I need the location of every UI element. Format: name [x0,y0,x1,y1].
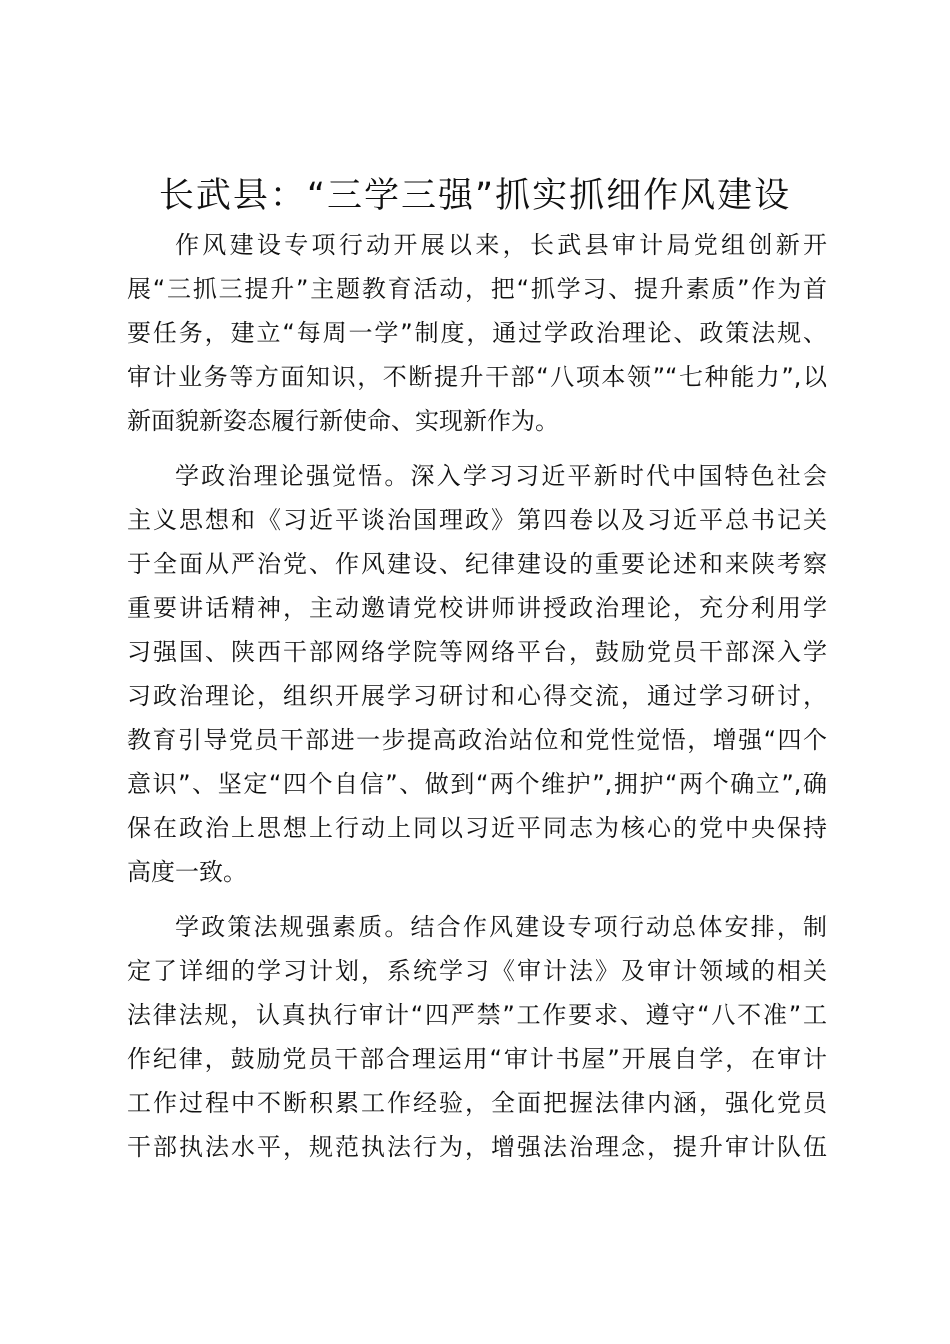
text-line: 学政策法规强素质。结合作风建设专项行动总体安排，制 [175,913,827,941]
document-body [127,223,827,1169]
text-line: 展“三抓三提升”主题教育活动，把“抓学习、提升素质”作为首 [127,275,827,303]
text-line: 意识”、坚定“四个自信”、做到“两个维护”,拥护“两个确立”,确 [127,770,827,798]
text-line: 于全面从严治党、作风建设、纪律建设的重要论述和来陕考察 [127,550,827,578]
text-line: 习强国、陕西干部网络学院等网络平台，鼓励党员干部深入学 [127,638,827,666]
text-line: 新面貌新姿态履行新使命、实现新作为。 [127,407,559,435]
text-line: 工作过程中不断积累工作经验，全面把握法律内涵，强化党员 [127,1089,827,1117]
text-line: 高度一致。 [127,858,247,886]
text-line: 作纪律，鼓励党员干部合理运用“审计书屋”开展自学，在审计 [127,1045,827,1073]
text-line: 审计业务等方面知识，不断提升干部“八项本领”“七种能力”,以 [127,363,827,391]
text-line: 重要讲话精神，主动邀请党校讲师讲授政治理论，充分利用学 [127,594,827,622]
text-line: 主义思想和《习近平谈治国理政》第四卷以及习近平总书记关 [127,506,827,534]
text-line: 习政治理论，组织开展学习研讨和心得交流，通过学习研讨， [127,682,827,710]
paragraph-intro [127,223,827,443]
text-line: 定了详细的学习计划，系统学习《审计法》及审计领域的相关 [127,957,827,985]
text-line: 保在政治上思想上行动上同以习近平同志为核心的党中央保持 [127,814,827,842]
text-line: 学政治理论强觉悟。深入学习习近平新时代中国特色社会 [175,462,827,490]
text-line: 干部执法水平，规范执法行为，增强法治理念，提升审计队伍 [127,1133,827,1161]
text-line: 法律法规，认真执行审计“四严禁”工作要求、遵守“八不准”工 [127,1001,827,1029]
text-line: 要任务，建立“每周一学”制度，通过学政治理论、政策法规、 [127,319,827,347]
paragraph-spacer [127,894,827,905]
paragraph-political-theory [127,454,827,894]
paragraph-policy-law [127,905,827,1169]
document-title: 长武县：“三学三强”抓实抓细作风建设 [158,176,792,216]
text-line: 作风建设专项行动开展以来，长武县审计局党组创新开 [175,231,827,259]
text-line: 教育引导党员干部进一步提高政治站位和党性觉悟，增强“四个 [127,726,827,754]
paragraph-spacer [127,443,827,454]
